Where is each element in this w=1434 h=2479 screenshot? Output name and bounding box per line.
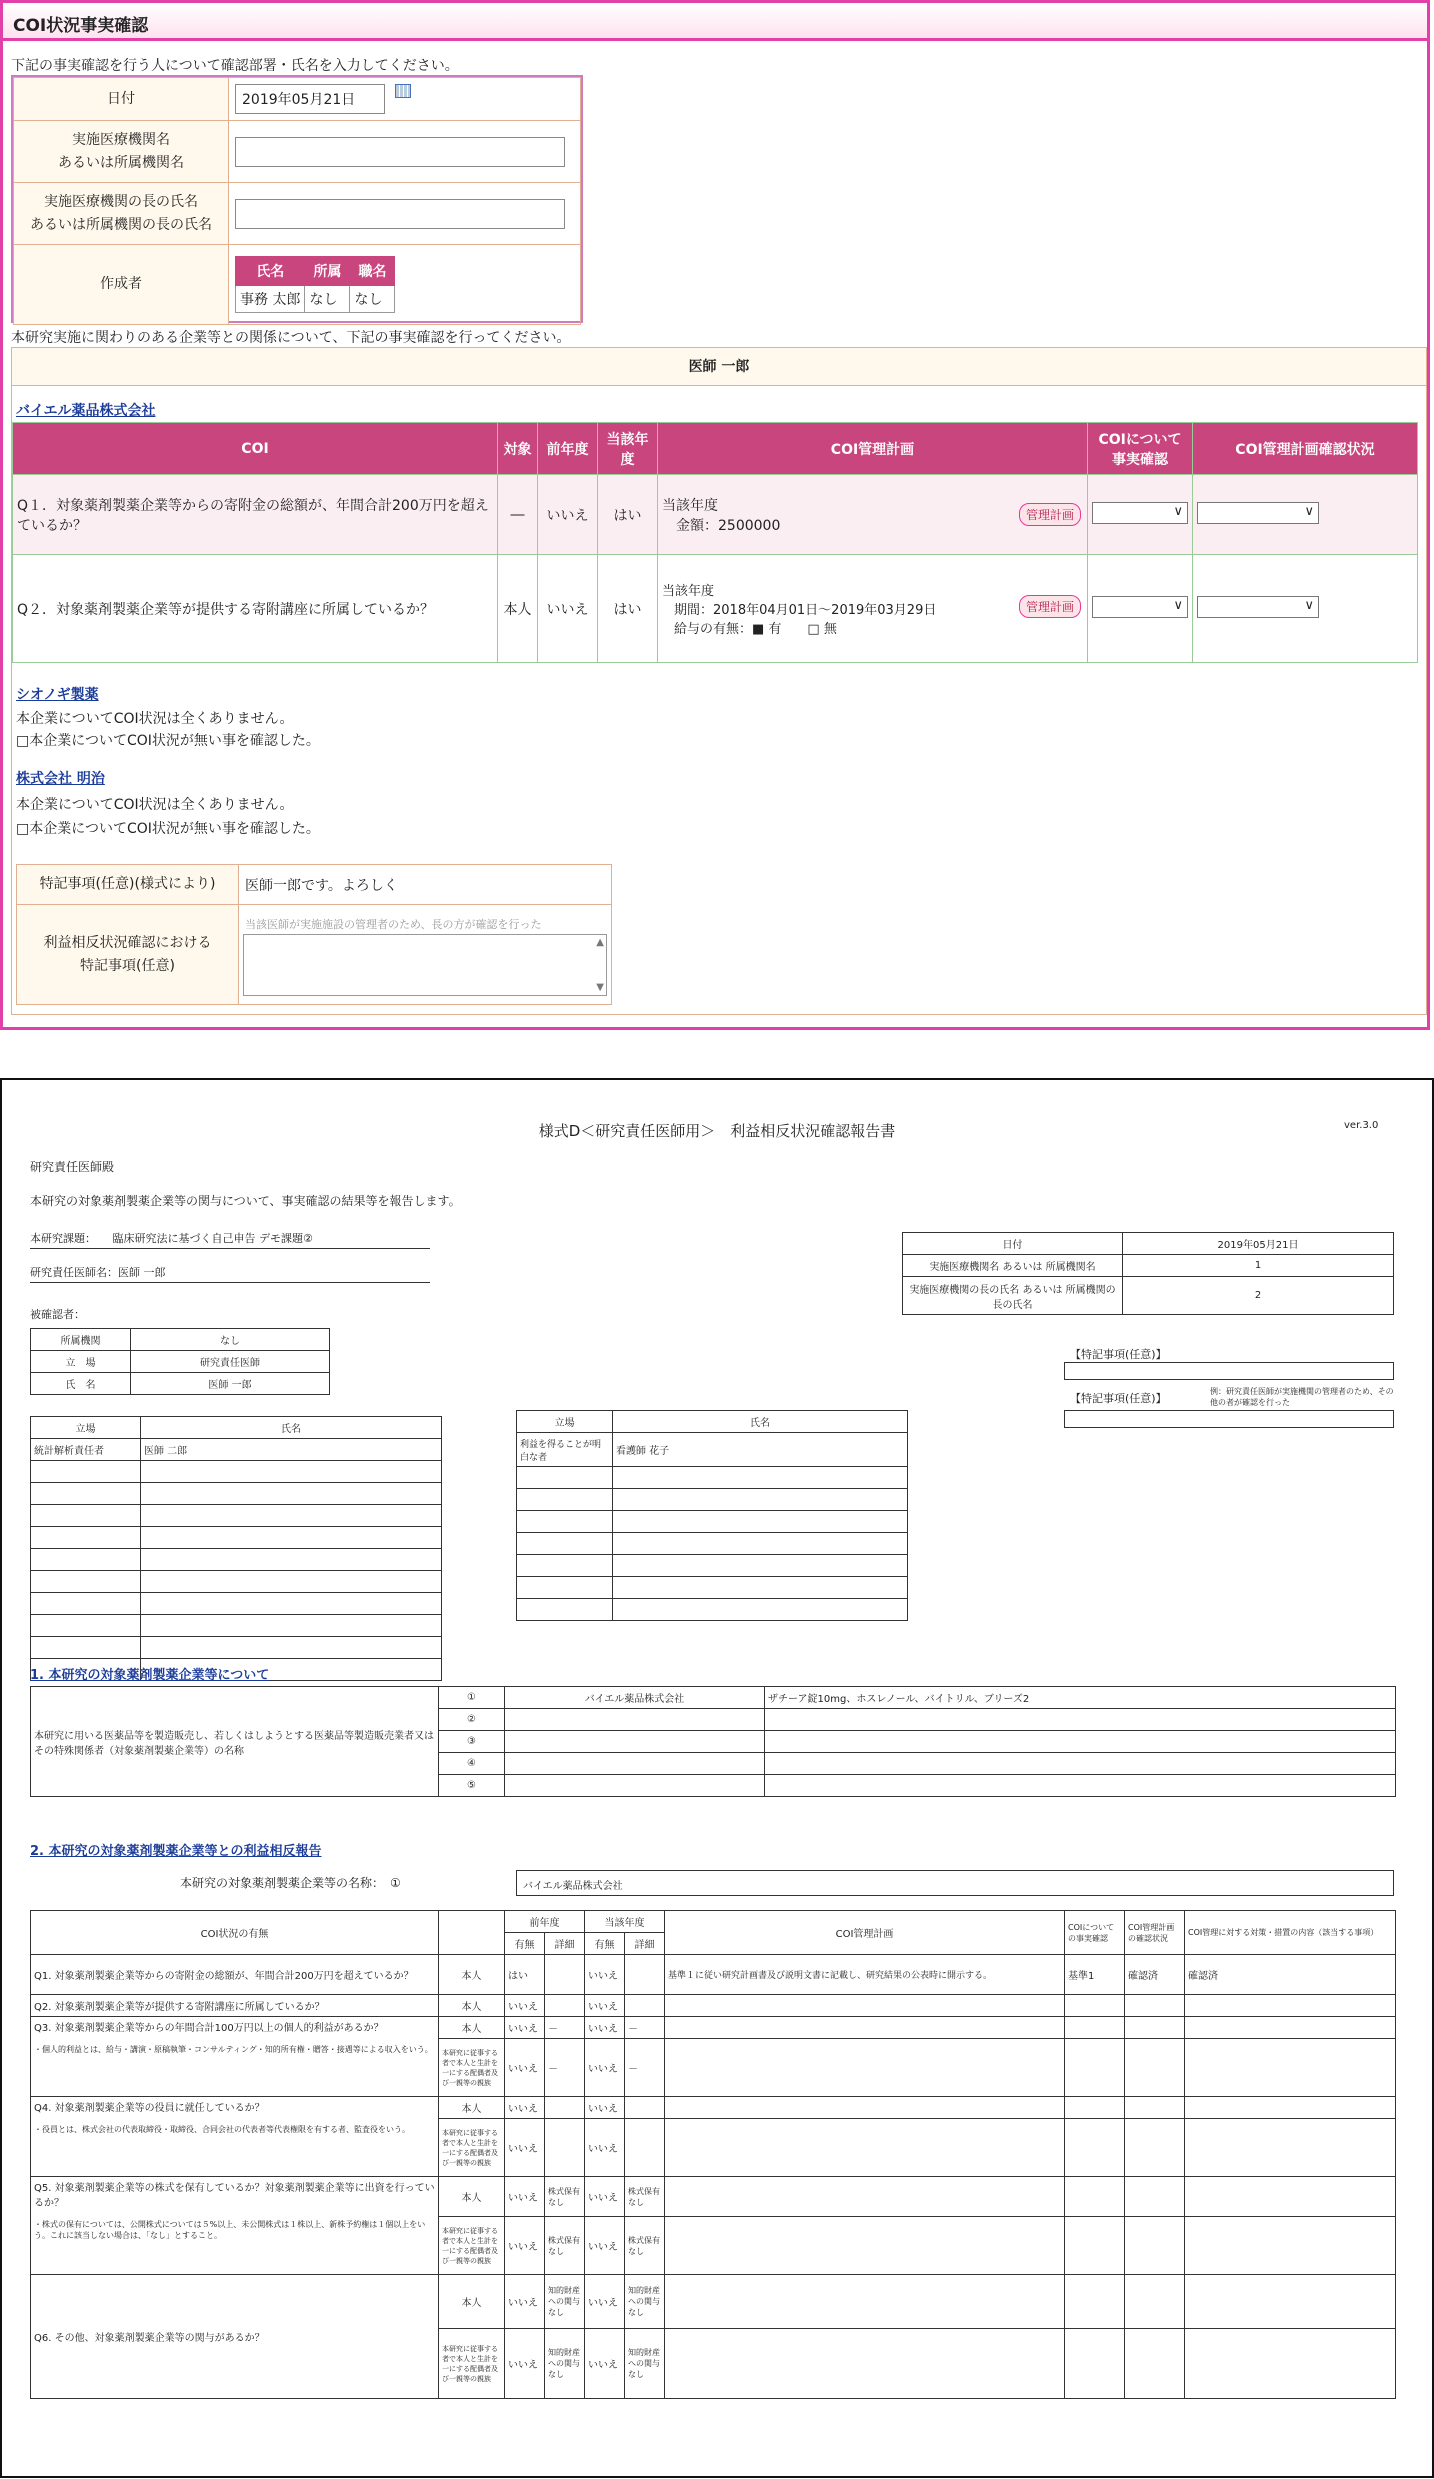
sec1-num-2: ② [439,1709,505,1731]
rq5-cur-held: 株式保有なし [625,2177,665,2217]
remark2-hint: 当該医師が実施施設の管理者のため、長の方が確認を行った [245,917,542,931]
rq3-cur-2: いいえ [585,2039,625,2097]
st-role-1: 統計解析責任者 [31,1439,141,1461]
report-title: 様式D＜研究責任医師用＞ 利益相反状況確認報告書 [538,1122,896,1140]
rq5-cur: いいえ [585,2177,625,2217]
st-name-header: 氏名 [141,1417,442,1439]
author-col-name: 氏名 [236,257,305,286]
coi-header-status: COI管理計画確認状況 [1193,423,1418,475]
ct-affiliation-value: なし [131,1329,330,1351]
scroll-down-icon[interactable]: ▼ [596,981,604,993]
ct-affiliation-label: 所属機関 [31,1329,131,1351]
rq5-prev-2: いいえ [505,2217,545,2275]
remark-value[interactable]: 医師一郎です。よろしく [239,865,612,905]
subject-label: 本研究課題： [30,1232,91,1245]
intro-text: 下記の事実確認を行う人について確認部署・氏名を入力してください。 [11,58,459,74]
remark-label: 特記事項(任意)(様式により) [17,865,239,905]
ct-name-value: 医師 一郎 [131,1373,330,1395]
rq3-text: Q3. 対象薬剤製薬企業等からの年間合計100万円以上の個人的利益があるか？ [34,2023,384,2034]
rq3-cur: いいえ [585,2017,625,2039]
confirmed-table [30,1328,330,1395]
remark2-textarea[interactable] [243,934,607,996]
q1-cur: はい [598,475,658,555]
company-link-shionogi[interactable]: シオノギ製薬 [16,687,99,703]
page-title: COI状況事実確認 [3,3,1427,41]
rq5-who: 本人 [439,2177,505,2217]
rq5-prev: いいえ [505,2177,545,2217]
report-info-table [902,1232,1394,1315]
sec1-drugs-1: ザチーア錠10mg、ホスレノール、バイトリル、ブリーズ2 [765,1687,1396,1709]
rq1-text: Q1. 対象薬剤製薬企業等からの寄附金の総額が、年間合計200万円を超えているか？ [31,1955,439,1995]
report-lead: 本研究の対象薬剤製薬企業等の関与について、事実確認の結果等を報告します。 [30,1194,461,1208]
rq4-cur: いいえ [585,2097,625,2119]
shionogi-checkbox[interactable]: □本企業についてCOI状況が無い事を確認した。 [16,733,320,749]
coi-web-form [0,0,1430,1030]
q1-plan-year: 当該年度 [662,497,718,514]
q1-target: ― [498,475,538,555]
rq4-prev: いいえ [505,2097,545,2119]
q2-prev: いいえ [538,555,598,663]
sec1-description: 本研究に用いる医薬品等を製造販売し、若しくはしようとする医薬品等製造販売業者又はその特殊関係者（対象薬剤製薬企業等）の名称 [31,1687,439,1797]
pi-value: 医師 一郎 [118,1266,166,1279]
ph-fact: COIについての事実確認 [1065,1911,1125,1955]
rq4-cur-2: いいえ [585,2119,625,2177]
company-link-meiji[interactable]: 株式会社 明治 [16,771,105,787]
rq5-cur-2: いいえ [585,2217,625,2275]
q2-cur: はい [598,555,658,663]
rq6-prev: いいえ [505,2275,545,2329]
rq2-text: Q2. 対象薬剤製薬企業等が提供する寄附講座に所属しているか？ [31,1995,439,2017]
confirmed-label: 被確認者： [30,1308,85,1321]
rq6-text: Q6. その他、対象薬剤製薬企業等の関与があるか？ [31,2275,439,2399]
rt-head-label: 実施医療機関の長の氏名 あるいは 所属機関の長の氏名 [903,1277,1123,1315]
date-label: 日付 [14,78,229,121]
rt-remark-box-2 [1064,1410,1394,1428]
sec1-company-1: バイエル薬品株式会社 [505,1687,765,1709]
rq6-cur-ip: 知的財産への関与なし [625,2275,665,2329]
note-text: 本研究実施に関わりのある企業等との関係について、下記の事実確認を行ってください。 [11,330,571,346]
rq5-who2: 本研究に従事する者で本人と生計を一にする配偶者及び一親等の親族 [439,2217,505,2275]
section-2-heading: 2. 本研究の対象薬剤製薬企業等との利益相反報告 [30,1844,322,1859]
sec1-num-4: ④ [439,1753,505,1775]
ph-prev-has: 有無 [505,1933,545,1955]
coi-report-table [30,1910,1396,2399]
sec1-num-5: ⑤ [439,1775,505,1797]
rt-inst-label: 実施医療機関名 あるいは 所属機関名 [903,1255,1123,1277]
rq3-note: ・個人的利益とは、給与・講演・原稿執筆・コンサルティング・知的所有権・贈答・接遇等による収入をいう。 [34,2045,433,2054]
q1-status-select[interactable] [1197,502,1319,524]
rq1-who: 本人 [439,1955,505,1995]
report-document [0,1078,1434,2478]
q2-text: Q２．対象薬剤製薬企業等が提供する寄附講座に所属しているか？ [13,555,498,663]
author-col-title: 職名 [350,257,395,286]
q1-text: Q１．対象薬剤製薬企業等からの寄附金の総額が、年間合計200万円を超えているか？ [13,475,498,555]
rq1-status: 確認済 [1185,1955,1396,1995]
rq5-note: ・株式の保有については、公開株式については５%以上、未公開株式は１株以上、新株予約権は１個以上をいう。これに該当しない場合は、「なし」とすること。 [34,2220,426,2240]
ph-cur: 当該年度 [585,1911,665,1933]
coi-header-cur: 当該年度 [598,423,658,475]
rq4-prev-2: いいえ [505,2119,545,2177]
rt-remark-heading-1: 【特記事項(任意)】 [1070,1348,1167,1361]
q1-fact-select[interactable] [1092,502,1188,524]
rq2-who: 本人 [439,1995,505,2017]
ph-plan: COI管理計画 [665,1911,1065,1955]
rq2-cur: いいえ [585,1995,625,2017]
shionogi-note: 本企業についてCOI状況は全くありません。 [16,711,294,727]
rq5-prev-held: 株式保有なし [545,2177,585,2217]
q2-fact-select[interactable] [1092,596,1188,618]
rq3-cur-amt: － [625,2017,665,2039]
section-1-heading: 1. 本研究の対象薬剤製薬企業等について [30,1668,270,1683]
rq4-text: Q4. 対象薬剤製薬企業等の役員に就任しているか？ [34,2103,265,2114]
rq3-who2: 本研究に従事する者で本人と生計を一にする配偶者及び一親等の親族 [439,2039,505,2097]
scroll-up-icon[interactable]: ▲ [596,936,604,948]
rq6-prev-2: いいえ [505,2329,545,2399]
author-title: なし [350,286,395,313]
q2-status-select[interactable] [1197,596,1319,618]
rq6-cur: いいえ [585,2275,625,2329]
ph-status: COI管理計画の確認状況 [1125,1911,1185,1955]
rq3-who: 本人 [439,2017,505,2039]
rq1-plan: 基準１に従い研究計画書及び説明文書に記載し、研究結果の公表時に開示する。 [665,1955,1065,1995]
q2-plan-button[interactable]: 管理計画 [1019,595,1081,618]
coi-header-coi: COI [13,423,498,475]
q1-prev: いいえ [538,475,598,555]
mt-role-header: 立場 [517,1411,613,1433]
rt-remark-note: 例：研究責任医師が実施機関の管理者のため、その他の者が確認を行った [1210,1387,1394,1407]
rq3-prev-2: いいえ [505,2039,545,2097]
head-name-label: 実施医療機関の長の氏名 あるいは所属機関の長の氏名 [14,183,229,245]
author-dept: なし [305,286,350,313]
rt-inst-value: 1 [1123,1255,1394,1277]
ct-role-value: 研究責任医師 [131,1351,330,1373]
author-label: 作成者 [14,245,229,325]
sec2-name-value: バイエル薬品株式会社 [516,1870,1394,1896]
calendar-icon[interactable] [395,84,411,98]
rq5-cur-held-2: 株式保有なし [625,2217,665,2275]
rq6-cur-ip-2: 知的財産への関与なし [625,2329,665,2399]
subject-value: 臨床研究法に基づく自己申告 デモ課題② [112,1232,313,1245]
ph-coi: COI状況の有無 [31,1911,439,1955]
member-table [516,1410,908,1621]
author-name: 事務 太郎 [236,286,305,313]
company-link-bayer[interactable]: バイエル薬品株式会社 [16,403,156,419]
head-name-input[interactable] [235,199,565,229]
rq3-prev-amt-2: － [545,2039,585,2097]
section-1-table [30,1686,1396,1797]
q2-plan-period: 期間：2018年04月01日～2019年03月29日 [674,603,937,618]
rt-date-label: 日付 [903,1233,1123,1255]
rq1-fact: 確認済 [1125,1955,1185,1995]
doctor-panel [11,347,1427,1015]
doctor-name: 医師 一郎 [12,348,1426,386]
author-table [235,256,395,313]
rq6-who: 本人 [439,2275,505,2329]
rq1-standard: 基準1 [1065,1955,1125,1995]
q1-plan-amount: 金額：2500000 [676,517,781,534]
q2-plan-year: 当該年度 [662,584,715,599]
rt-date-value: 2019年05月21日 [1123,1233,1394,1255]
ct-role-label: 立 場 [31,1351,131,1373]
rq6-cur-2: いいえ [585,2329,625,2399]
st-role-header: 立場 [31,1417,141,1439]
date-input[interactable]: 2019年05月21日 [235,84,385,114]
ph-prev: 前年度 [505,1911,585,1933]
rq6-prev-ip-2: 知的財産への関与なし [545,2329,585,2399]
coi-row-q2 [13,555,1418,663]
sec1-num-1: ① [439,1687,505,1709]
coi-header-target: 対象 [498,423,538,475]
q2-plan-salary: 給与の有無：■ 有 □ 無 [674,622,837,637]
rt-remark-heading-2: 【特記事項(任意)】 [1070,1392,1167,1405]
ph-prev-amt: 詳細 [545,1933,585,1955]
coi-header-prev: 前年度 [538,423,598,475]
institution-label: 実施医療機関名 あるいは所属機関名 [14,121,229,183]
sec1-num-3: ③ [439,1731,505,1753]
rq6-prev-ip: 知的財産への関与なし [545,2275,585,2329]
rq5-text: Q5. 対象薬剤製薬企業等の株式を保有しているか？対象薬剤製薬企業等に出資を行っているか？ [34,2183,435,2209]
rq4-note: ・役員とは、株式会社の代表取締役・取締役、合同会社の代表者等代表権限を有する者、監査役をいう。 [34,2125,410,2134]
rq3-prev: いいえ [505,2017,545,2039]
rt-head-value: 2 [1123,1277,1394,1315]
st-name-1: 医師 二郎 [141,1439,442,1461]
remark2-label: 利益相反状況確認における 特記事項(任意) [17,905,239,1005]
report-version: ver.3.0 [1344,1120,1379,1131]
rq6-who2: 本研究に従事する者で本人と生計を一にする配偶者及び一親等の親族 [439,2329,505,2399]
meiji-note: 本企業についてCOI状況は全くありません。 [16,797,294,813]
pi-label: 研究責任医師名： [30,1266,118,1279]
q1-plan-button[interactable]: 管理計画 [1019,503,1081,526]
coi-table [12,422,1418,663]
rq1-cur: いいえ [585,1955,625,1995]
rq4-who: 本人 [439,2097,505,2119]
mt-name-header: 氏名 [613,1411,908,1433]
institution-input[interactable] [235,137,565,167]
rt-remark-box-1 [1064,1362,1394,1380]
sec2-name-label: 本研究の対象薬剤製薬企業等の名称： ① [180,1876,401,1890]
basic-info-box [11,75,583,323]
mt-role-1: 利益を得ることが明白な者 [517,1433,613,1467]
ph-cur-has: 有無 [585,1933,625,1955]
rq5-prev-held-2: 株式保有なし [545,2217,585,2275]
rq2-prev: いいえ [505,1995,545,2017]
staff-table [30,1416,442,1681]
coi-row-q1 [13,475,1418,555]
rq1-prev: はい [505,1955,545,1995]
coi-header-plan: COI管理計画 [658,423,1088,475]
mt-name-1: 看護師 花子 [613,1433,908,1467]
remarks-table [16,864,612,1005]
ph-cur-amt: 詳細 [625,1933,665,1955]
rq3-cur-amt-2: － [625,2039,665,2097]
ct-name-label: 氏 名 [31,1373,131,1395]
coi-header-fact: COIについて事実確認 [1088,423,1193,475]
report-to: 研究責任医師殿 [30,1160,115,1174]
ph-measure: COI管理に対する対策・措置の内容（該当する事項） [1185,1911,1396,1955]
q2-target: 本人 [498,555,538,663]
rq3-prev-amt: － [545,2017,585,2039]
meiji-checkbox[interactable]: □本企業についてCOI状況が無い事を確認した。 [16,821,320,837]
rq4-who2: 本研究に従事する者で本人と生計を一にする配偶者及び一親等の親族 [439,2119,505,2177]
author-col-dept: 所属 [305,257,350,286]
